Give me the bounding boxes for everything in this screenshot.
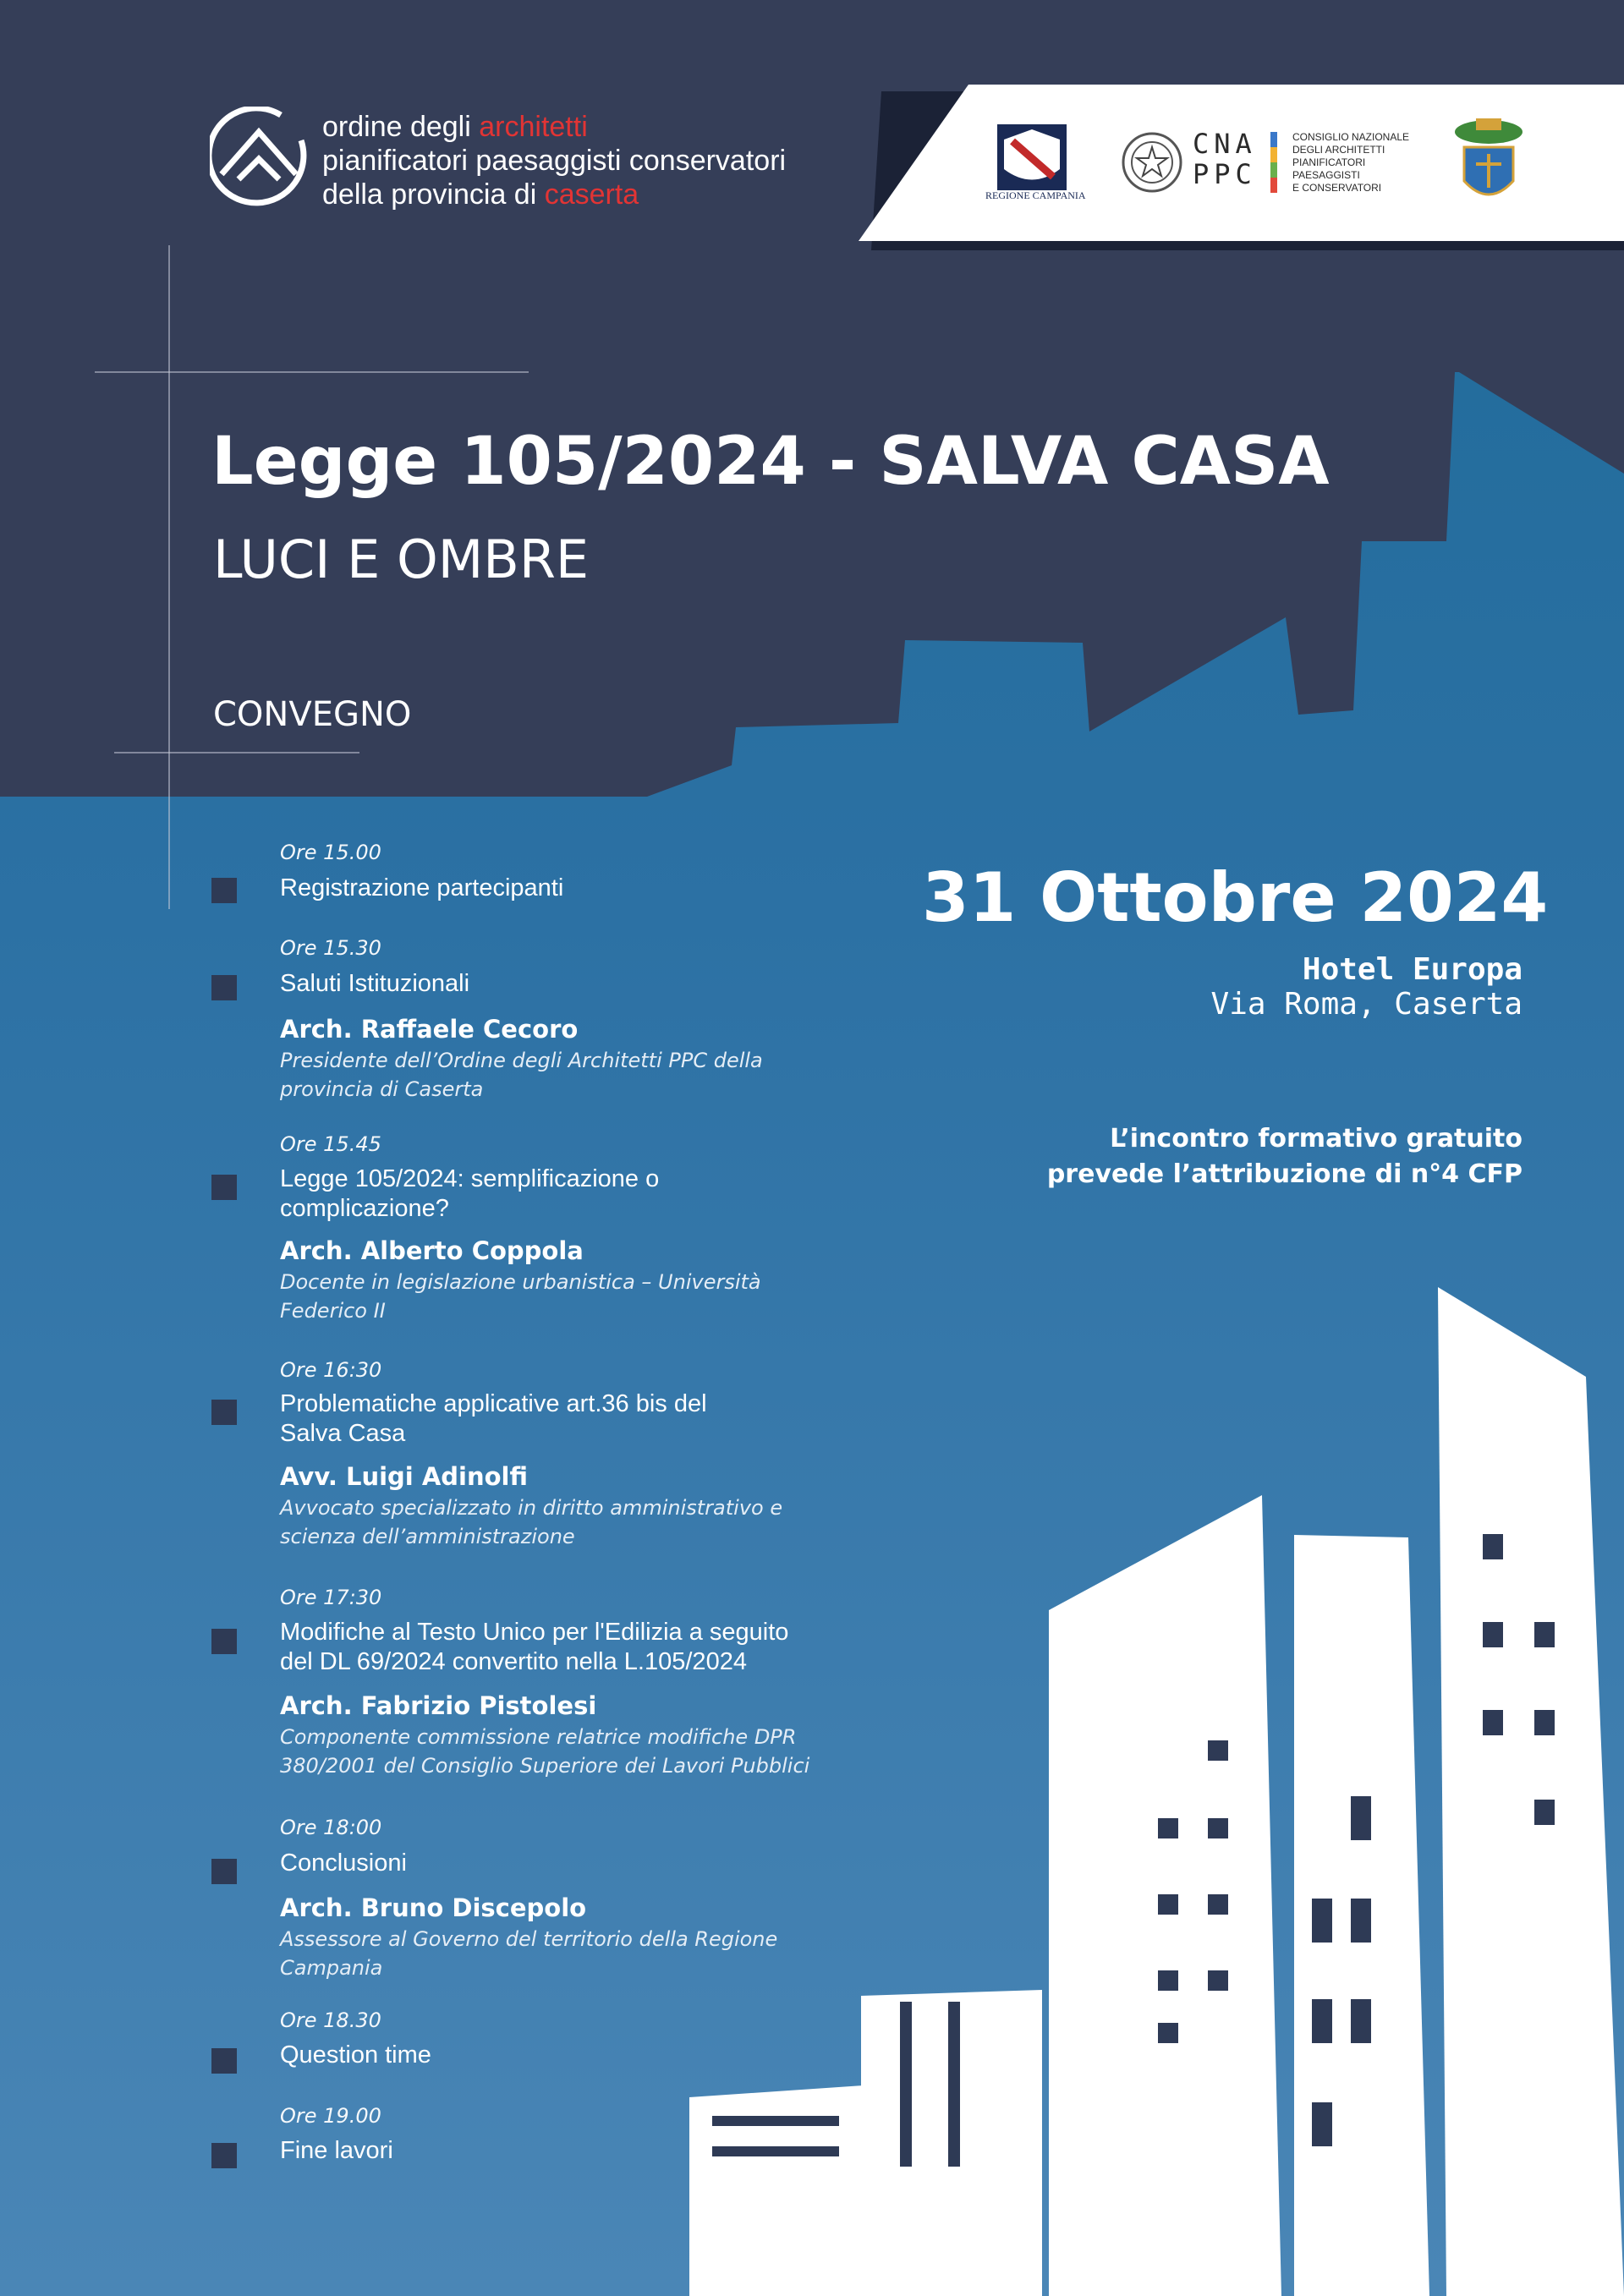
agenda-time: Ore 18.30	[280, 2008, 381, 2032]
cnappc-color-bar	[1270, 132, 1277, 193]
agenda-bullet	[211, 2048, 237, 2074]
agenda-title: Fine lavori	[280, 2137, 393, 2164]
event-title: Legge 105/2024 - SALVA CASA	[211, 424, 1330, 500]
agenda-title: complicazione?	[280, 1195, 449, 1222]
agenda-title: Question time	[280, 2041, 431, 2069]
agenda-bullet	[211, 1175, 237, 1200]
agenda-title: Problematiche applicative art.36 bis del	[280, 1390, 707, 1417]
agenda-title: Saluti Istituzionali	[280, 970, 470, 997]
cnappc-logo-mark: CNA PPC	[1193, 128, 1257, 190]
provincia-caserta-crest	[1451, 113, 1527, 211]
agenda-speaker-role: Componente commissione relatrice modifiche DPR	[280, 1725, 797, 1749]
italian-republic-emblem	[1118, 127, 1186, 200]
agenda-bullet	[211, 878, 237, 903]
window	[1312, 1999, 1332, 2043]
agenda-time: Ore 15.00	[280, 841, 381, 864]
cfp-notice	[998, 1121, 1522, 1192]
cnappc-name: CONSIGLIO NAZIONALE DEGLI ARCHITETTI PIANIFICATORI PAESAGGISTI E CONSERVATORI	[1292, 131, 1410, 194]
agenda-speaker-role: 380/2001 del Consiglio Superiore dei Lavori Pubblici	[280, 1754, 810, 1778]
window	[1158, 1894, 1178, 1915]
agenda-speaker: Arch. Alberto Coppola	[280, 1236, 584, 1265]
org-highlight-architetti: architetti	[479, 111, 588, 143]
window	[1208, 1894, 1228, 1915]
agenda-speaker-role: Presidente dell’Ordine degli Architetti PPC della	[280, 1049, 763, 1072]
window	[1351, 1999, 1371, 2043]
window	[1483, 1534, 1503, 1559]
cfp-line1: L’incontro formativo gratuito	[1110, 1124, 1522, 1153]
window	[712, 2116, 839, 2126]
org-name-line2: pianificatori paesaggisti conservatori	[322, 145, 787, 177]
window	[1534, 1800, 1555, 1825]
agenda-time: Ore 15.30	[280, 936, 381, 960]
agenda-title: Conclusioni	[280, 1849, 407, 1877]
agenda-title: Modifiche al Testo Unico per l'Edilizia a seguito	[280, 1619, 789, 1646]
window	[1312, 1899, 1332, 1943]
agenda-speaker: Arch. Bruno Discepolo	[280, 1893, 587, 1922]
agenda-title: del DL 69/2024 convertito nella L.105/2024	[280, 1648, 747, 1675]
window	[1483, 1622, 1503, 1647]
agenda-speaker-role: provincia di Caserta	[280, 1077, 484, 1101]
ordine-architetti-logo	[210, 107, 308, 213]
agenda-speaker: Arch. Raffaele Cecoro	[280, 1015, 579, 1044]
event-subtitle: LUCI E OMBRE	[213, 529, 590, 590]
agenda-speaker: Arch. Fabrizio Pistolesi	[280, 1691, 597, 1720]
agenda-speaker-role: scienza dell’amministrazione	[280, 1525, 575, 1548]
window	[1208, 1970, 1228, 1991]
agenda-speaker-role: Federico II	[280, 1299, 386, 1323]
agenda-title: Legge 105/2024: semplificazione o	[280, 1165, 660, 1192]
window	[1208, 1818, 1228, 1838]
window	[1534, 1710, 1555, 1735]
agenda-time: Ore 17:30	[280, 1586, 382, 1609]
window	[1158, 2023, 1178, 2043]
agenda-time: Ore 16:30	[280, 1358, 382, 1382]
agenda-bullet	[211, 1629, 237, 1654]
event-date: 31 Ottobre 2024	[922, 858, 1549, 937]
agenda-bullet	[211, 975, 237, 1000]
agenda-speaker-role: Campania	[280, 1956, 383, 1980]
org-name-line1: ordine degli architetti	[322, 111, 588, 143]
building-tall-right	[1438, 1287, 1624, 2296]
window	[1158, 1818, 1178, 1838]
window	[712, 2146, 839, 2156]
agenda-time: Ore 19.00	[280, 2104, 381, 2128]
agenda-title: Salva Casa	[280, 1420, 406, 1447]
agenda-bullet	[211, 1400, 237, 1425]
agenda-title: Registrazione partecipanti	[280, 874, 564, 901]
agenda-speaker-role: Avvocato specializzato in diritto amministrativo e	[280, 1496, 783, 1520]
window	[1534, 1622, 1555, 1647]
agenda-speaker-role: Assessore al Governo del territorio della Regione	[280, 1927, 778, 1951]
window	[900, 2002, 912, 2167]
event-address: Via Roma, Caserta	[1210, 987, 1522, 1022]
event-venue: Hotel Europa	[1302, 952, 1522, 987]
window	[1208, 1740, 1228, 1761]
agenda-bullet	[211, 2143, 237, 2168]
window	[1312, 2102, 1332, 2146]
org-name-line3: della provincia di caserta	[322, 178, 639, 211]
agenda-time: Ore 18:00	[280, 1816, 382, 1839]
window	[948, 2002, 960, 2167]
org-name	[322, 110, 786, 211]
agenda-time: Ore 15.45	[280, 1132, 381, 1156]
event-type: CONVEGNO	[213, 695, 412, 734]
agenda-bullet	[211, 1859, 237, 1884]
agenda-speaker: Avv. Luigi Adinolfi	[280, 1462, 528, 1491]
org-highlight-caserta: caserta	[544, 178, 639, 211]
cfp-line2: prevede l’attribuzione di n°4 CFP	[1046, 1159, 1522, 1189]
regione-campania-label: REGIONE CAMPANIA	[985, 189, 1086, 201]
window	[1158, 1970, 1178, 1991]
agenda-speaker-role: Docente in legislazione urbanistica – Università	[280, 1270, 761, 1294]
window	[1351, 1796, 1371, 1840]
window	[1351, 1899, 1371, 1943]
window	[1483, 1710, 1503, 1735]
